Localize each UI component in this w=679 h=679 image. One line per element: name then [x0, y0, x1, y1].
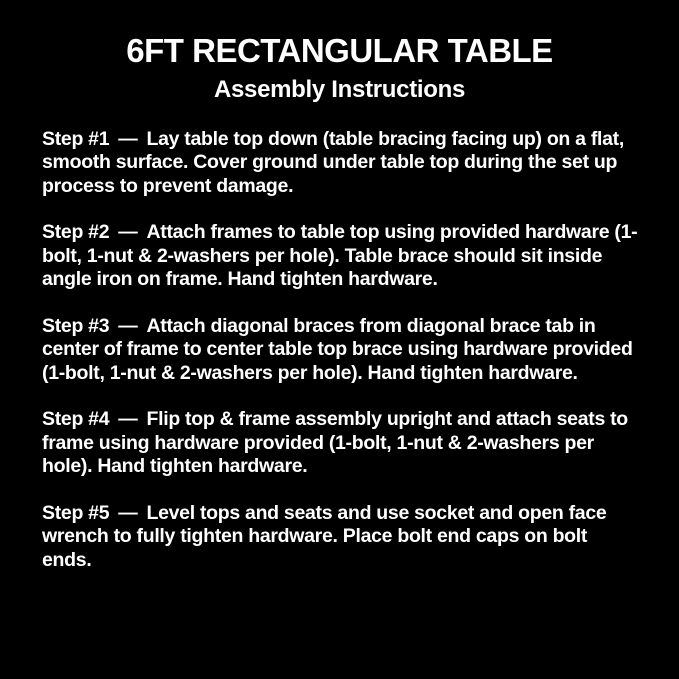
page-title: 6FT RECTANGULAR TABLE	[126, 32, 553, 69]
step-5	[42, 502, 639, 573]
steps-list	[42, 128, 639, 573]
step-3	[42, 315, 639, 386]
step-1-dash: —	[118, 127, 138, 150]
step-1-text: Lay table top down (table bracing facing up) on a flat, smooth surface. Cover ground under table top during the set up process to prevent damage.	[42, 127, 624, 197]
step-4-text: Flip top & frame assembly upright and attach seats to frame using hardware provided (1-bolt, 1-nut & 2-washers per hole). Hand tighten hardware.	[42, 408, 628, 478]
step-3-label: Step #3	[42, 314, 110, 337]
step-5-dash: —	[118, 501, 138, 524]
step-3-dash: —	[118, 314, 138, 337]
step-2-label: Step #2	[42, 221, 110, 244]
step-3-text: Attach diagonal braces from diagonal brace tab in center of frame to center table top brace using hardware provided (1-bolt, 1-nut & 2-washers per hole). Hand tighten hardware.	[42, 314, 633, 384]
step-5-text: Level tops and seats and use socket and open face wrench to fully tighten hardware. Place bolt end caps on bolt ends.	[42, 501, 607, 571]
step-4	[42, 408, 639, 479]
page-subtitle: Assembly Instructions	[213, 76, 466, 104]
step-5-label: Step #5	[42, 501, 110, 524]
step-2-text: Attach frames to table top using provided hardware (1-bolt, 1-nut & 2-washers per hole). Table brace should sit inside angle iron on frame. Hand tighten hardware.	[42, 221, 638, 291]
step-2-dash: —	[118, 221, 138, 244]
step-1	[42, 128, 639, 199]
step-4-label: Step #4	[42, 408, 110, 431]
step-1-label: Step #1	[42, 127, 110, 150]
step-2	[42, 221, 639, 292]
step-4-dash: —	[118, 408, 138, 431]
